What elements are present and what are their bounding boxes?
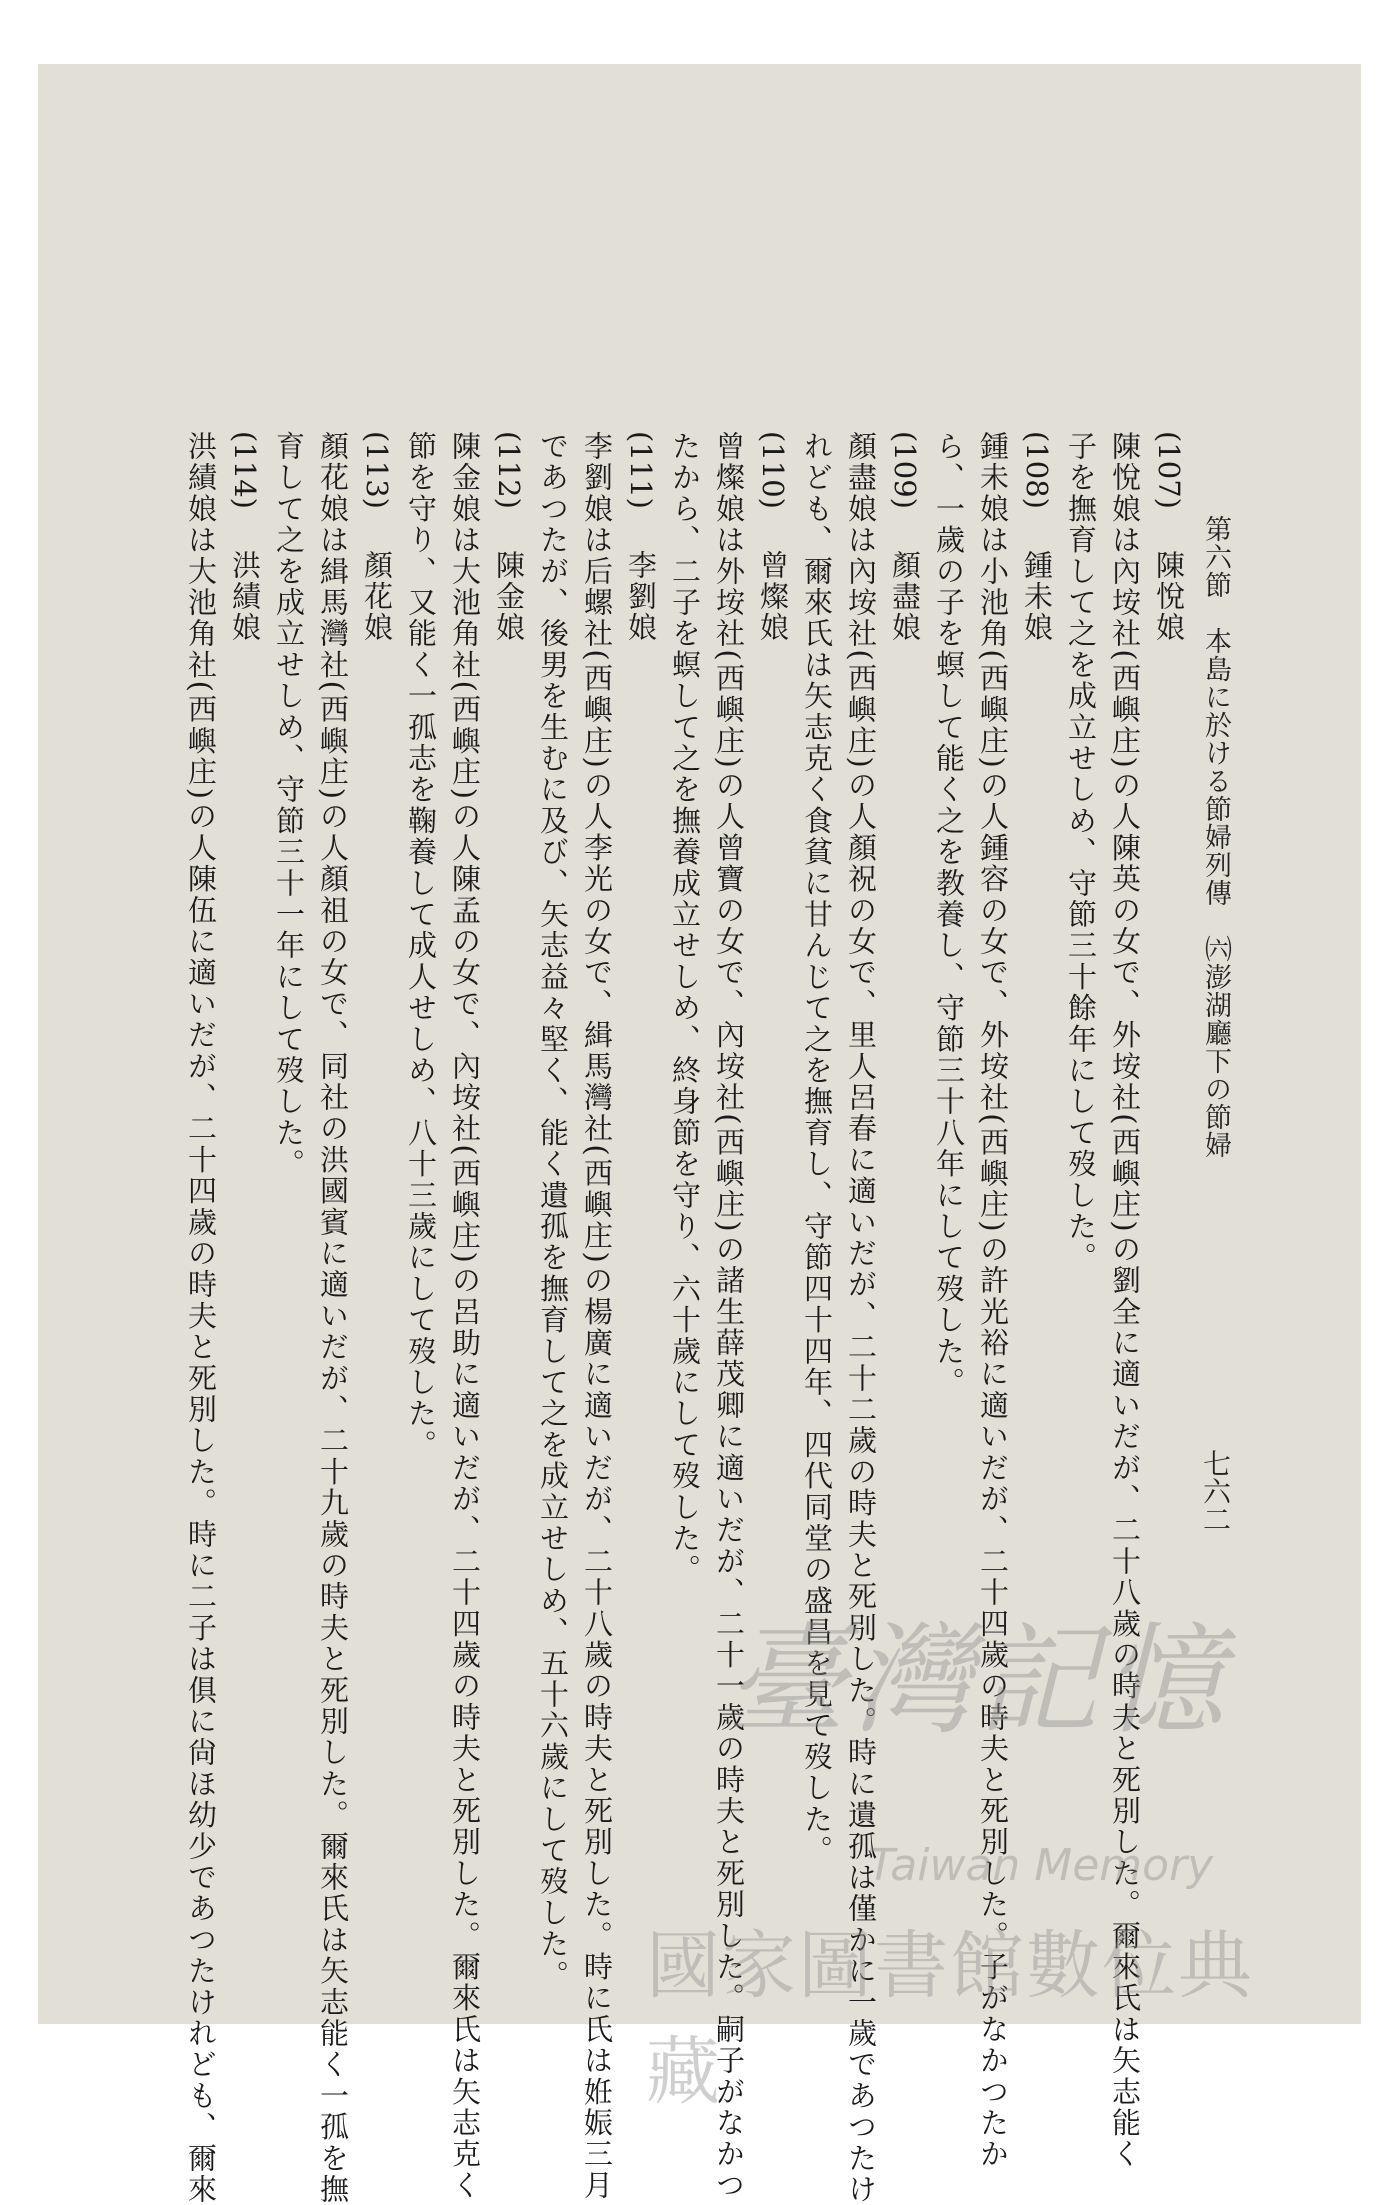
text-line: 子を撫育して之を成立せしめ、守節三十餘年にして歿した。: [1064, 431, 1098, 1274]
text-line: 鍾未娘は小池角(西嶼庄)の人鍾容の女で、外垵社(西嶼庄)の許光裕に適いだが、二十四歲の時夫と死別した。子がなかつたか: [976, 431, 1010, 2170]
text-line: 節を守り、又能く一孤志を鞠養して成人せしめ、八十三歲にして歿した。: [404, 431, 438, 1461]
text-line: れども、爾來氏は矢志克く食貧に甘んじて之を撫育し、守節四十四年、四代同堂の盛昌を見て歿した。: [800, 431, 834, 1867]
text-line: 顏花娘は緝馬灣社(西嶼庄)の人顏祖の女で、同社の洪國賓に適いだが、二十九歲の時夫と死別した。爾來氏は矢志能く一孤を撫: [316, 431, 350, 2205]
text-line: 李劉娘は后螺社(西嶼庄)の人李光の女で、緝馬灣社(西嶼庄)の楊廣に適いだが、二十八歲の時夫と死別した。時に氏は姙娠三月: [580, 431, 614, 2202]
entry-name: 洪績娘: [228, 549, 262, 644]
entry-number: (114) 洪績娘: [228, 431, 262, 644]
entry-number: (112) 陳金娘: [492, 431, 526, 644]
entry-number: (113) 顏花娘: [360, 431, 394, 644]
entry-number: (110) 曾燦娘: [756, 431, 790, 644]
text-line: 顏盡娘は內垵社(西嶼庄)の人顏祝の女で、里人呂春に適いだが、二十二歲の時夫と死別した。時に遺孤は僅かに一歲であつたけ: [844, 431, 878, 2205]
text-line: 育して之を成立せしめ、守節三十一年にして歿した。: [272, 431, 306, 1180]
text-line: 洪績娘は大池角社(西嶼庄)の人陳伍に適いだが、二十四歲の時夫と死別した。時に二子は俱に尙ほ幼少であつたけれども、爾來: [184, 431, 218, 2205]
running-header: [1191, 515, 1235, 2015]
entry-name: 曾燦娘: [756, 549, 790, 644]
entry-number: (109) 顏盡娘: [888, 431, 922, 644]
watermark-logo: 臺灣記憶: [726, 1612, 1230, 1751]
entry-number: (108) 鍾未娘: [1020, 431, 1054, 644]
entry-name: 顏盡娘: [888, 549, 922, 644]
entry-name: 顏花娘: [360, 549, 394, 644]
watermark-organization: 國家圖書館數位典藏: [646, 1923, 1254, 2115]
text-line: であつたが、後男を生むに及び、矢志益々堅く、能く遺孤を撫育して之を成立せしめ、五十六歲にして歿した。: [536, 431, 570, 1991]
entry-name: 鍾未娘: [1020, 549, 1054, 644]
text-line: ら、一歲の子を螟して能く之を教養し、守節三十八年にして歿した。: [932, 431, 966, 1399]
text-line: 陳金娘は大池角社(西嶼庄)の人陳孟の女で、內垵社(西嶼庄)の呂助に適いだが、二十四歲の時夫と死別した。爾來氏は矢志克く: [448, 431, 482, 2202]
watermark-latin-text: Taiwan Memory: [868, 1840, 1214, 1891]
entry-name: 陳金娘: [492, 549, 526, 644]
text-line: 陳悅娘は內垵社(西嶼庄)の人陳英の女で、外垵社(西嶼庄)の劉全に適いだが、二十八歲の時夫と死別した。爾來氏は矢志能く: [1108, 431, 1142, 2170]
text-line: 曾燦娘は外垵社(西嶼庄)の人曾寶の女で、內垵社(西嶼庄)の諸生薛茂卿に適いだが、二十一歲の時夫と死別した。嗣子がなかつ: [712, 431, 746, 2202]
entry-name: 陳悅娘: [1152, 549, 1186, 644]
entry-number: (111) 李劉娘: [624, 431, 658, 644]
section-title: 第六節 本島に於ける節婦列傳 ㈥澎湖廳下の節婦: [1200, 515, 1231, 1159]
entry-name: 李劉娘: [624, 549, 658, 644]
page-number: 七六二: [1199, 1449, 1232, 1533]
entry-number: (107) 陳悅娘: [1152, 431, 1186, 644]
text-line: たから、二子を螟して之を撫養成立せしめ、終身節を守り、六十歲にして歿した。: [668, 431, 702, 1586]
